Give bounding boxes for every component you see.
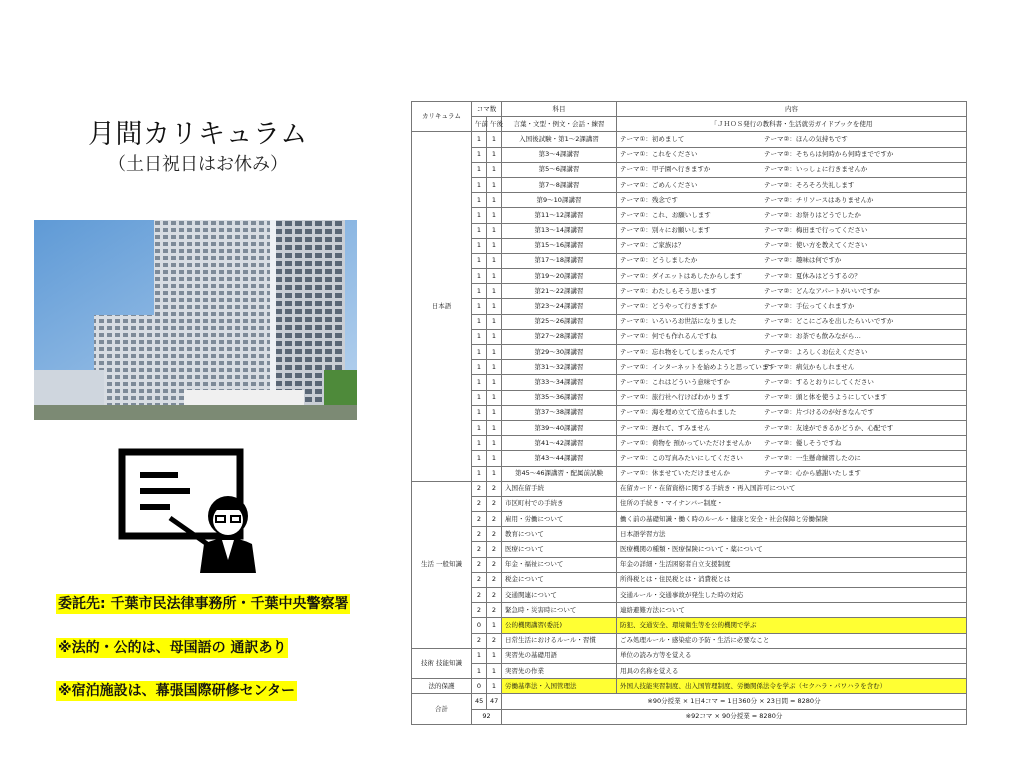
header-pm: 午後: [487, 117, 502, 132]
table-row: [412, 572, 967, 587]
table-row: [412, 679, 967, 694]
subject-cell: 税金について: [502, 572, 617, 587]
table-row: [412, 618, 967, 633]
content-cell: [617, 223, 967, 238]
content-cell: ごみ処理ルール・感染症の予防・生活に必要なこと: [617, 633, 967, 648]
note-consignee: 委託先: 千葉市民法律事務所・千葉中央警察署: [58, 596, 349, 612]
table-row: [412, 193, 967, 208]
am-count: 1: [472, 299, 487, 314]
theme-1: テーマ①：旅行社へ行けばわかります: [620, 393, 730, 402]
am-count: 1: [472, 405, 487, 420]
am-count: 2: [472, 557, 487, 572]
theme-2: テーマ②：優しそうですね: [764, 438, 842, 447]
am-count: 1: [472, 284, 487, 299]
subject-cell: 第29～30課講習: [502, 345, 617, 360]
content-cell: 交通ルール・交通事故が発生した時の対応: [617, 588, 967, 603]
subject-cell: 第41～42課講習: [502, 436, 617, 451]
subject-cell: 市区町村での手続き: [502, 496, 617, 511]
theme-1: テーマ①：いろいろお世話になりました: [620, 317, 737, 326]
total-row: [412, 694, 967, 709]
building-photo: [34, 220, 357, 420]
subject-cell: 入国後試験・第1～2課講習: [502, 132, 617, 147]
pm-count: 1: [487, 648, 502, 663]
table-row: [412, 648, 967, 663]
subject-cell: 第43～44課講習: [502, 451, 617, 466]
subject-cell: 交通関連について: [502, 588, 617, 603]
subject-cell: 第19～20課講習: [502, 269, 617, 284]
category-total: 合計: [412, 694, 472, 724]
theme-2: テーマ②：どこにごみを出したらいいですか: [764, 317, 894, 326]
total-calc-2: ※92コマ × 90分授業 = 8280分: [502, 709, 967, 724]
theme-2: テーマ②：そろそろ失礼します: [764, 180, 855, 189]
table-row: [412, 253, 967, 268]
table-row: [412, 314, 967, 329]
content-cell: [617, 208, 967, 223]
content-cell: 所得税とは・住民税とは・消費税とは: [617, 572, 967, 587]
content-cell: [617, 253, 967, 268]
pm-count: 2: [487, 603, 502, 618]
theme-1: テーマ①：何でも作れるんですね: [620, 332, 717, 341]
theme-2: テーマ②：いっしょに行きませんか: [764, 165, 868, 174]
theme-2: テーマ②：梅田まで行ってください: [764, 226, 868, 235]
content-cell: 連絡避難方法について: [617, 603, 967, 618]
subject-cell: 日常生活におけるルール・習慣: [502, 633, 617, 648]
subject-cell: 入国在留手続: [502, 481, 617, 496]
theme-1: テーマ①：甲子園へ行きますか: [620, 165, 711, 174]
table-row: [412, 405, 967, 420]
subject-cell: 第33～34課講習: [502, 375, 617, 390]
subject-cell: 第21～22課講習: [502, 284, 617, 299]
subject-cell: 第45～46課講習・配属前試験: [502, 466, 617, 481]
am-count: 1: [472, 132, 487, 147]
pm-count: 1: [487, 663, 502, 678]
table-row: [412, 390, 967, 405]
subject-cell: 年金・福祉について: [502, 557, 617, 572]
content-cell: [617, 360, 967, 375]
subject-cell: 教育について: [502, 527, 617, 542]
am-count: 1: [472, 238, 487, 253]
am-count: 1: [472, 147, 487, 162]
am-count: 2: [472, 603, 487, 618]
content-cell: [617, 420, 967, 435]
am-count: 2: [472, 633, 487, 648]
am-count: 1: [472, 177, 487, 192]
content-cell: [617, 436, 967, 451]
theme-2: テーマ②：手伝ってくれますか: [764, 302, 855, 311]
table-row: [412, 147, 967, 162]
table-row: [412, 299, 967, 314]
table-row: [412, 436, 967, 451]
table-row: [412, 663, 967, 678]
theme-2: テーマ②：ほんの気持ちです: [764, 134, 848, 143]
theme-2: テーマ②：するとおりにしてください: [764, 377, 874, 386]
table-row: [412, 481, 967, 496]
content-cell: 日本語学習方法: [617, 527, 967, 542]
subject-cell: 第31～32課講習: [502, 360, 617, 375]
am-count: 1: [472, 648, 487, 663]
content-cell: 年金の詳細・生活困窮者自立支援制度: [617, 557, 967, 572]
pm-count: 1: [487, 132, 502, 147]
subject-cell: 第9～10課講習: [502, 193, 617, 208]
pm-count: 1: [487, 451, 502, 466]
pm-count: 1: [487, 375, 502, 390]
theme-1: テーマ①：残念です: [620, 195, 678, 204]
table-row: [412, 208, 967, 223]
content-cell: [617, 162, 967, 177]
subject-cell: 第15～16課講習: [502, 238, 617, 253]
am-count: 2: [472, 588, 487, 603]
pm-count: 1: [487, 223, 502, 238]
theme-1: テーマ①：遅れて、すみません: [620, 423, 711, 432]
pm-count: 1: [487, 390, 502, 405]
am-count: 0: [472, 679, 487, 694]
content-cell: 外国人技能実習制度、出入国管理制度、労働関係法令を学ぶ（セクハラ・パワハラを含む）: [617, 679, 967, 694]
pm-count: 1: [487, 618, 502, 633]
table-row: [412, 269, 967, 284]
content-cell: [617, 238, 967, 253]
pm-count: 2: [487, 633, 502, 648]
total-calc-1: ※90分授業 × 1日4コマ = 1日360分 × 23日間 = 8280分: [502, 694, 967, 709]
am-count: 1: [472, 329, 487, 344]
table-row: [412, 284, 967, 299]
am-count: 1: [472, 269, 487, 284]
subject-cell: 第25～26課講習: [502, 314, 617, 329]
am-count: 1: [472, 390, 487, 405]
table-row: [412, 588, 967, 603]
total-am: 45: [472, 694, 487, 709]
theme-2: テーマ②：お祭りはどうでしたか: [764, 210, 861, 219]
table-row: [412, 360, 967, 375]
note-lodging: ※宿泊施設は、幕張国際研修センター: [58, 683, 296, 699]
table-row: [412, 177, 967, 192]
subject-cell: 雇用・労働について: [502, 512, 617, 527]
pm-count: 1: [487, 314, 502, 329]
content-cell: 住所の手続き・マイナンバー制度・: [617, 496, 967, 511]
pm-count: 1: [487, 253, 502, 268]
theme-1: テーマ①：これ、お願いします: [620, 210, 711, 219]
theme-1: テーマ①：荷物を 預かっていただけませんか: [620, 438, 752, 447]
content-cell: 単位の読み方等を覚える: [617, 648, 967, 663]
theme-1: テーマ①：初めまして: [620, 134, 685, 143]
curriculum-table-body: [412, 132, 967, 724]
am-count: 1: [472, 208, 487, 223]
pm-count: 1: [487, 466, 502, 481]
header-curriculum: カリキュラム: [412, 102, 472, 132]
content-cell: [617, 390, 967, 405]
page-subtitle: （土日祝日はお休み）: [108, 154, 288, 175]
pm-count: 1: [487, 177, 502, 192]
pm-count: 1: [487, 420, 502, 435]
category-tech: 技術 技能知識: [412, 648, 472, 678]
pm-count: 1: [487, 436, 502, 451]
header-am: 午前: [472, 117, 487, 132]
am-count: 2: [472, 496, 487, 511]
content-cell: [617, 451, 967, 466]
table-row: [412, 542, 967, 557]
content-cell: [617, 466, 967, 481]
subject-cell: 第13～14課講習: [502, 223, 617, 238]
theme-2: テーマ②：片づけるのが好きなんです: [764, 408, 874, 417]
am-count: 2: [472, 481, 487, 496]
pm-count: 1: [487, 147, 502, 162]
table-row: [412, 238, 967, 253]
theme-1: テーマ①：ご家族は？: [620, 241, 685, 250]
theme-1: テーマ①：海を埋め立てて造られました: [620, 408, 737, 417]
table-row: [412, 466, 967, 481]
theme-1: テーマ①：インターネットを始めようと思っています: [620, 362, 775, 371]
curriculum-table-wrapper: [411, 101, 966, 721]
theme-1: テーマ①：この写真みたいにしてください: [620, 453, 743, 462]
subject-cell: 第17～18課講習: [502, 253, 617, 268]
content-cell: 用具の名称を覚える: [617, 663, 967, 678]
table-row: [412, 162, 967, 177]
content-cell: [617, 375, 967, 390]
content-cell: 防犯、交通安全、環境衛生等を公的機関で学ぶ: [617, 618, 967, 633]
pm-count: 1: [487, 345, 502, 360]
table-row: [412, 132, 967, 147]
content-cell: [617, 132, 967, 147]
content-cell: [617, 177, 967, 192]
table-row: [412, 496, 967, 511]
am-count: 2: [472, 572, 487, 587]
pm-count: 1: [487, 238, 502, 253]
content-cell: [617, 284, 967, 299]
am-count: 2: [472, 542, 487, 557]
theme-2: テーマ②：一生懸命練習したのに: [764, 453, 861, 462]
subject-cell: 労働基準法・入国管理法: [502, 679, 617, 694]
header-content: 内容: [617, 102, 967, 117]
subject-cell: 公的機関講習(委託): [502, 618, 617, 633]
theme-2: テーマ②：お茶でも飲みながら…: [764, 332, 861, 341]
subject-cell: 第39～40課講習: [502, 420, 617, 435]
table-row: [412, 527, 967, 542]
subject-cell: 実習先の基礎用語: [502, 648, 617, 663]
table-row: [412, 420, 967, 435]
curriculum-table: [411, 101, 967, 725]
subject-cell: 緊急時・災害時について: [502, 603, 617, 618]
am-count: 1: [472, 345, 487, 360]
theme-1: テーマ①：どうしましたか: [620, 256, 698, 265]
theme-2: テーマ②：頭と体を使うようにしています: [764, 393, 887, 402]
content-cell: [617, 314, 967, 329]
header-koma: コマ数: [472, 102, 502, 117]
total-pm: 47: [487, 694, 502, 709]
am-count: 2: [472, 512, 487, 527]
subject-cell: 第35～36課講習: [502, 390, 617, 405]
pm-count: 1: [487, 679, 502, 694]
theme-1: テーマ①：わたしもそう思います: [620, 286, 717, 295]
theme-2: テーマ②：チリソースはありませんか: [764, 195, 874, 204]
pm-count: 2: [487, 527, 502, 542]
table-row: [412, 451, 967, 466]
header-subject-sub: 言葉・文型・例文・会話・練習: [502, 117, 617, 132]
theme-2: テーマ②：どんなアパートがいいですか: [764, 286, 880, 295]
content-cell: [617, 147, 967, 162]
table-row: [412, 633, 967, 648]
theme-2: テーマ②：趣味は何ですか: [764, 256, 842, 265]
pm-count: 2: [487, 588, 502, 603]
note-interpreter: ※法的・公的は、母国語の 通訳あり: [58, 640, 287, 656]
content-cell: 在留カード・在留資格に関する手続き・再入国許可について: [617, 481, 967, 496]
lecture-icon: [118, 448, 258, 573]
theme-2: テーマ②：使い方を教えてください: [764, 241, 868, 250]
am-count: 1: [472, 253, 487, 268]
pm-count: 1: [487, 269, 502, 284]
table-row: [412, 329, 967, 344]
pm-count: 2: [487, 496, 502, 511]
header-subject: 科目: [502, 102, 617, 117]
subject-cell: 第23～24課講習: [502, 299, 617, 314]
theme-1: テーマ①：ごめんください: [620, 180, 698, 189]
am-count: 1: [472, 193, 487, 208]
am-count: 1: [472, 314, 487, 329]
pm-count: 1: [487, 208, 502, 223]
theme-1: テーマ①：ダイエットはあしたからします: [620, 271, 743, 280]
pm-count: 1: [487, 284, 502, 299]
theme-2: テーマ②：よろしくお伝えください: [764, 347, 868, 356]
am-count: 0: [472, 618, 487, 633]
am-count: 1: [472, 466, 487, 481]
subject-cell: 医療について: [502, 542, 617, 557]
total-sum: 92: [472, 709, 502, 724]
category-japanese: 日本語: [412, 132, 472, 481]
pm-count: 1: [487, 299, 502, 314]
pm-count: 1: [487, 162, 502, 177]
content-cell: [617, 269, 967, 284]
pm-count: 1: [487, 193, 502, 208]
am-count: 1: [472, 375, 487, 390]
pm-count: 2: [487, 557, 502, 572]
subject-cell: 第37～38課講習: [502, 405, 617, 420]
subject-cell: 第3～4課講習: [502, 147, 617, 162]
pm-count: 2: [487, 481, 502, 496]
am-count: 1: [472, 360, 487, 375]
content-cell: 医療機関の種類・医療保険について・薬について: [617, 542, 967, 557]
table-row: [412, 557, 967, 572]
subject-cell: 第11～12課講習: [502, 208, 617, 223]
pm-count: 2: [487, 542, 502, 557]
content-cell: [617, 345, 967, 360]
theme-1: テーマ①：別々にお願いします: [620, 226, 711, 235]
subject-cell: 第5～6課講習: [502, 162, 617, 177]
theme-1: テーマ①：休ませていただけませんか: [620, 469, 730, 478]
am-count: 2: [472, 527, 487, 542]
am-count: 1: [472, 436, 487, 451]
content-cell: [617, 299, 967, 314]
pm-count: 2: [487, 512, 502, 527]
table-row: [412, 512, 967, 527]
table-row: [412, 345, 967, 360]
am-count: 1: [472, 162, 487, 177]
content-cell: 働く前の基礎知識・働く時のルール・健康と安全・社会保障と労働保険: [617, 512, 967, 527]
theme-2: テーマ②：夏休みはどうするの？: [764, 271, 861, 280]
subject-cell: 実習先の作業: [502, 663, 617, 678]
header-content-sub: 「ＪＨＯＳ発行の教科書・生活就労ガイドブックを使用: [617, 117, 967, 132]
table-row: [412, 603, 967, 618]
category-legal: 法的保護: [412, 679, 472, 694]
theme-2: テーマ②：病気かもしれません: [764, 362, 855, 371]
theme-1: テーマ①：これはどういう意味ですか: [620, 377, 730, 386]
content-cell: [617, 193, 967, 208]
am-count: 1: [472, 451, 487, 466]
table-row: [412, 223, 967, 238]
table-row: [412, 375, 967, 390]
category-life: 生活 一般知識: [412, 481, 472, 648]
theme-1: テーマ①：これをください: [620, 150, 698, 159]
subject-cell: 第27～28課講習: [502, 329, 617, 344]
theme-2: テーマ②：心から感謝いたします: [764, 469, 861, 478]
pm-count: 1: [487, 405, 502, 420]
theme-1: テーマ①：どうやって行きますか: [620, 302, 717, 311]
subject-cell: 第7～8課講習: [502, 177, 617, 192]
theme-2: テーマ②：友達ができるかどうか、心配です: [764, 423, 894, 432]
content-cell: [617, 329, 967, 344]
content-cell: [617, 405, 967, 420]
theme-1: テーマ①：忘れ物をしてしまったんです: [620, 347, 737, 356]
total-row: [412, 709, 967, 724]
am-count: 1: [472, 663, 487, 678]
theme-2: テーマ②：そちらは何時から何時までですか: [764, 150, 894, 159]
am-count: 1: [472, 223, 487, 238]
pm-count: 1: [487, 360, 502, 375]
am-count: 1: [472, 420, 487, 435]
pm-count: 2: [487, 572, 502, 587]
pm-count: 1: [487, 329, 502, 344]
page-title: 月間カリキュラム: [88, 119, 308, 150]
